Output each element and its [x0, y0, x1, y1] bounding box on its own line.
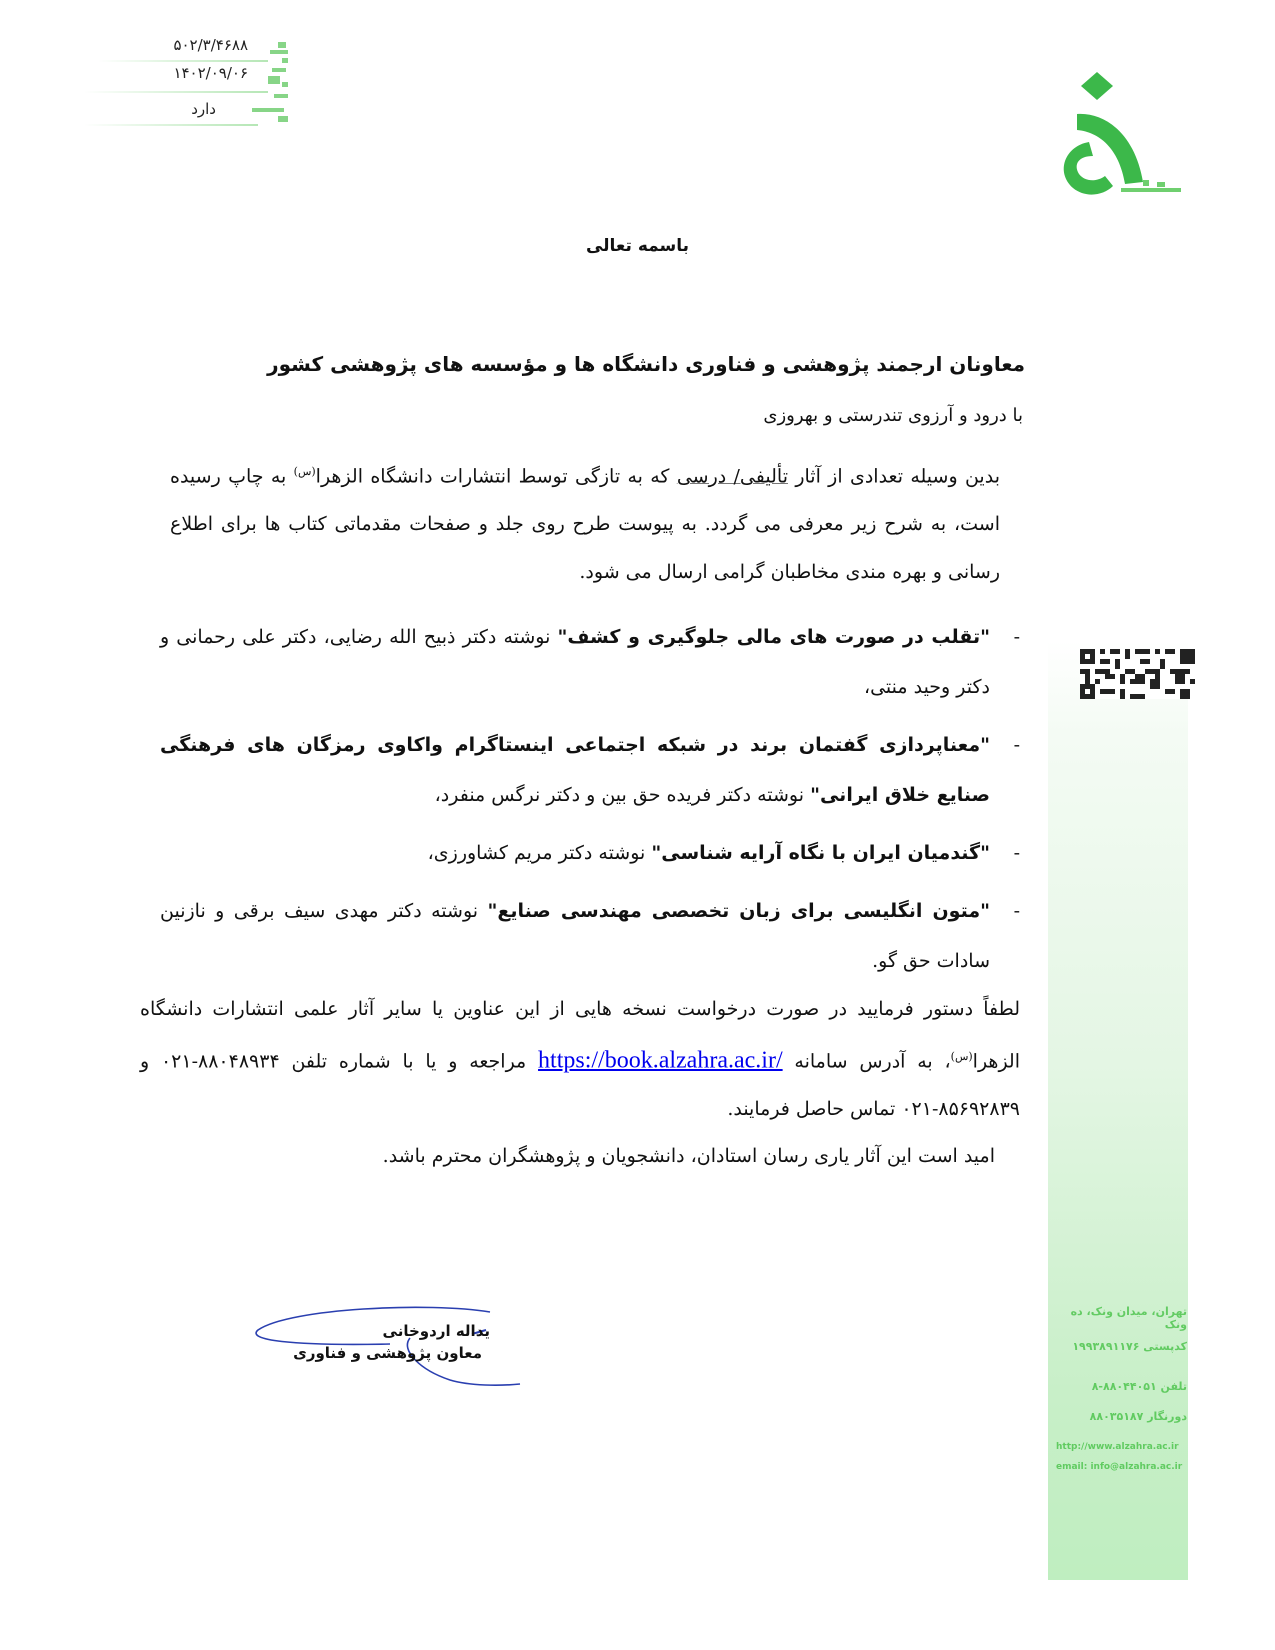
honorific: (س) [293, 465, 316, 478]
request-text: لطفاً دستور فرمایید در صورت درخواست نسخه هایی از این عناوین یا سایر آثار علمی انتشارات دانشگاه الزهرا [140, 998, 1021, 1073]
book-item [160, 612, 1020, 712]
meta-divider [84, 124, 258, 126]
letter-date: ۱۴۰۲/۰۹/۰۶ [173, 64, 248, 82]
request-paragraph [140, 985, 1020, 1133]
book-list [160, 612, 1020, 994]
book-portal-link[interactable]: https://book.alzahra.ac.ir/ [538, 1047, 783, 1074]
meta-labels-icon [248, 34, 298, 134]
intro-text: به چاپ رسیده است، به شرح زیر معرفی می گردد. به پیوست طرح روی جلد و صفحات مقدماتی کتاب ها برای اطلاع رسانی و بهره مندی مخاطبان گرامی ارسال می شود. [170, 465, 1000, 584]
book-authors: نوشته دکتر مریم کشاورزی، [427, 842, 652, 864]
green-side-strip [1048, 640, 1188, 1580]
greeting: با درود و آرزوی تندرستی و بهروزی [763, 405, 1023, 426]
closing-sentence: امید است این آثار یاری رسان استادان، دانشجویان و پژوهشگران محترم باشد. [382, 1145, 995, 1167]
addressee-heading: معاونان ارجمند پژوهشی و فناوری دانشگاه ها و مؤسسه های پژوهشی کشور [267, 352, 1025, 376]
request-text: مراجعه و یا با شماره تلفن ۸۸۰۴۸۹۳۴-۰۲۱ و ۸۵۶۹۲۸۳۹-۰۲۱ تماس حاصل فرمایند. [140, 1050, 1020, 1121]
book-title: "گندمیان ایران با نگاه آرایه شناسی" [651, 842, 990, 864]
book-authors: نوشته دکتر فریده حق بین و دکتر نرگس منفرد، [434, 784, 811, 806]
strip-phone: تلفن ۸۸۰۴۴۰۵۱-۸ [1091, 1380, 1187, 1393]
request-text: ، به آدرس سامانه [782, 1050, 951, 1073]
list-dash: - [1013, 900, 1020, 922]
invocation-heading: باسمه تعالی [585, 236, 690, 256]
strip-address: تهران، میدان ونک، ده ونک [1070, 1305, 1187, 1331]
intro-text: بدین وسیله تعدادی از آثار [787, 465, 1000, 488]
honorific: (س) [950, 1050, 973, 1063]
qr-code-icon [1080, 648, 1195, 700]
book-authors: نوشته دکتر ذبیح الله رضایی، دکتر علی رحمانی و دکتر وحید منتی، [160, 626, 990, 698]
signature-block [250, 1300, 550, 1400]
meta-divider [84, 91, 268, 93]
strip-website: http://www.alzahra.ac.ir [1056, 1442, 1179, 1452]
strip-email: email: info@alzahra.ac.ir [1056, 1462, 1183, 1472]
intro-paragraph [170, 448, 1000, 596]
list-dash: - [1013, 842, 1020, 864]
intro-text: که به تازگی توسط انتشارات دانشگاه الزهرا [315, 465, 677, 488]
signatory-title: معاون پژوهشی و فناوری [293, 1344, 482, 1362]
meta-divider [98, 60, 268, 62]
list-dash: - [1013, 734, 1020, 756]
book-title: "تقلب در صورت های مالی جلوگیری و کشف" [557, 626, 990, 648]
book-item [160, 720, 1020, 820]
strip-postal: کدپستی ۱۹۹۳۸۹۱۱۷۶ [1072, 1340, 1187, 1353]
work-type-underlined: تألیفی/ درسی [676, 465, 788, 488]
strip-fax: دورنگار ۸۸۰۳۵۱۸۷ [1089, 1410, 1187, 1423]
university-logo-icon [1055, 72, 1185, 207]
book-title: "متون انگلیسی برای زبان تخصصی مهندسی صنایع" [487, 900, 990, 922]
letter-metadata [88, 34, 308, 134]
signatory-name: یداله اردوخانی [382, 1322, 490, 1340]
attachment-status: دارد [191, 100, 216, 118]
list-dash: - [1013, 626, 1020, 648]
letter-number: ۵۰۲/۳/۴۶۸۸ [173, 36, 248, 54]
book-authors: نوشته دکتر مهدی سیف برقی و نازنین سادات حق گو. [160, 900, 990, 972]
book-title: "معناپردازی گفتمان برند در شبکه اجتماعی اینستاگرام واکاوی رمزگان های فرهنگی صنایع خلاق ایرانی" [160, 734, 990, 806]
book-item [160, 828, 1020, 878]
book-item [160, 886, 1020, 986]
